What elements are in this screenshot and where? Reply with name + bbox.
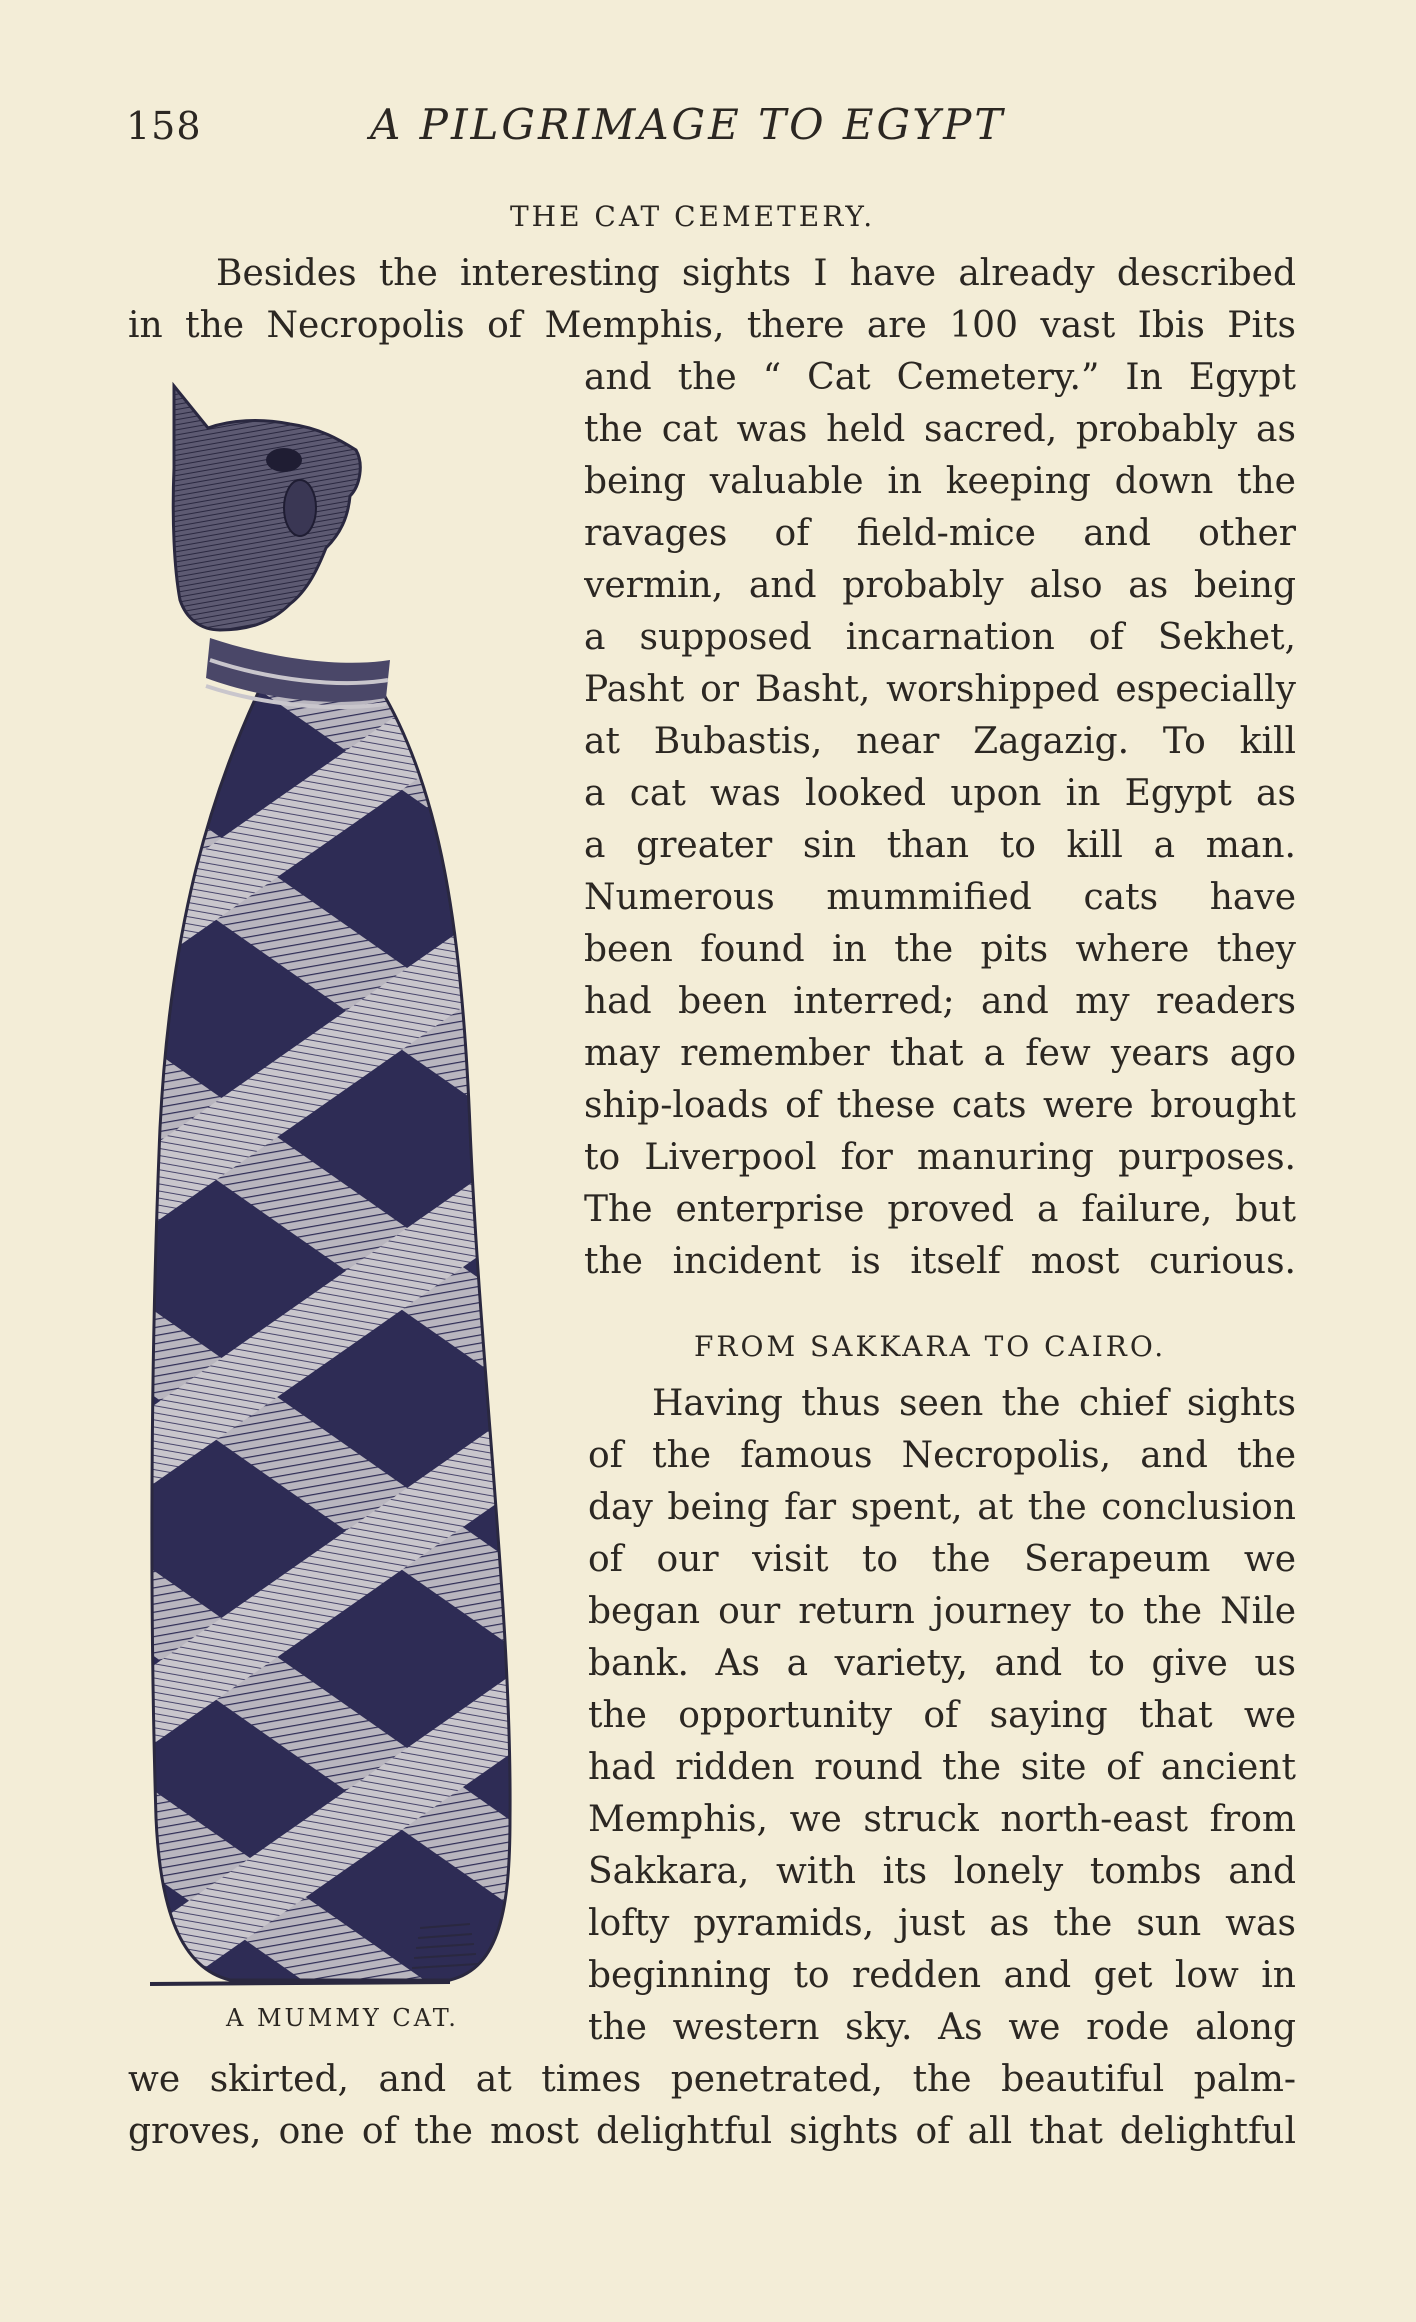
text-line: the cat was held sacred, probably as — [584, 409, 1296, 450]
text-line: been found in the pits where they — [584, 929, 1296, 970]
text-line: a supposed incarnation of Sekhet, — [584, 617, 1296, 658]
text-line: groves, one of the most delightful sights of all that delightful — [128, 2111, 1296, 2152]
page-number: 158 — [126, 104, 202, 148]
text-line: ravages of field-mice and other — [584, 513, 1296, 554]
text-line: had ridden round the site of ancient — [588, 1747, 1296, 1788]
text-line: Numerous mummified cats have — [584, 877, 1296, 918]
text-line: in the Necropolis of Memphis, there are 100 vast Ibis Pits — [128, 305, 1296, 346]
text-line: ship-loads of these cats were brought — [584, 1085, 1296, 1126]
text-line: Besides the interesting sights I have already described — [216, 253, 1296, 294]
text-line: being valuable in keeping down the — [584, 461, 1296, 502]
text-line: to Liverpool for manuring purposes. — [584, 1137, 1296, 1178]
text-line: The enterprise proved a failure, but — [584, 1189, 1296, 1230]
running-title: A PILGRIMAGE TO EGYPT — [370, 100, 1006, 149]
section-heading-cat-cemetery: THE CAT CEMETERY. — [510, 200, 876, 233]
text-line: we skirted, and at times penetrated, the beautiful palm- — [128, 2059, 1296, 2100]
text-line: Sakkara, with its lonely tombs and — [588, 1851, 1296, 1892]
text-line: of the famous Necropolis, and the — [588, 1435, 1296, 1476]
text-line: Memphis, we struck north-east from — [588, 1799, 1296, 1840]
text-line: Pasht or Basht, worshipped especially — [584, 669, 1296, 710]
figure-caption: A MUMMY CAT. — [226, 2004, 459, 2032]
text-line: the western sky. As we rode along — [588, 2007, 1296, 2048]
mummy-cat-illustration — [150, 368, 570, 1998]
text-line: the opportunity of saying that we — [588, 1695, 1296, 1736]
page-header — [0, 98, 1416, 158]
text-line: the incident is itself most curious. — [584, 1241, 1296, 1282]
text-line: a cat was looked upon in Egypt as — [584, 773, 1296, 814]
text-line: of our visit to the Serapeum we — [588, 1539, 1296, 1580]
cat-ear-detail — [284, 480, 316, 536]
text-line: day being far spent, at the conclusion — [588, 1487, 1296, 1528]
text-line: bank. As a variety, and to give us — [588, 1643, 1296, 1684]
text-line: lofty pyramids, just as the sun was — [588, 1903, 1296, 1944]
text-line: may remember that a few years ago — [584, 1033, 1296, 1074]
text-line: and the “ Cat Cemetery.” In Egypt — [584, 357, 1296, 398]
neck-collar — [206, 638, 390, 707]
text-line: a greater sin than to kill a man. — [584, 825, 1296, 866]
text-line: vermin, and probably also as being — [584, 565, 1296, 606]
mummy-cat-engraving — [150, 368, 570, 1998]
text-line: beginning to redden and get low in — [588, 1955, 1296, 1996]
cat-head — [173, 386, 360, 630]
text-line: began our return journey to the Nile — [588, 1591, 1296, 1632]
text-line: Having thus seen the chief sights — [652, 1383, 1296, 1424]
text-line: had been interred; and my readers — [584, 981, 1296, 1022]
cat-eye — [266, 448, 302, 472]
section-heading-sakkara-to-cairo: FROM SAKKARA TO CAIRO. — [694, 1330, 1167, 1363]
text-line: at Bubastis, near Zagazig. To kill — [584, 721, 1296, 762]
